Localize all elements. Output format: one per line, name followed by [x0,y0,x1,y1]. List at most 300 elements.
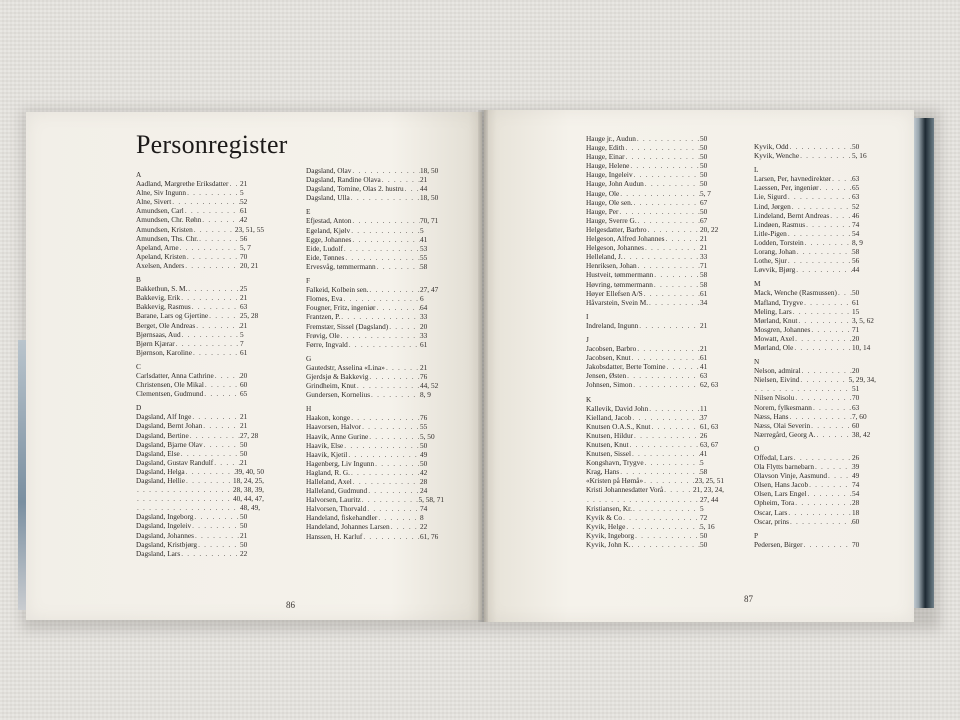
index-entry-pages: 6 [420,294,424,304]
index-entry-pages: 60 [852,516,860,526]
leader-dots [787,256,852,265]
index-entry [136,549,264,558]
index-entry-name: Dagsland, Else [136,448,180,458]
leader-dots [644,243,700,252]
index-entry-pages: 61, 63 [700,421,719,431]
index-entry [586,522,724,531]
leader-dots [633,198,700,207]
index-entry-pages: 60 [852,420,860,430]
leader-dots [643,476,695,485]
leader-dots [201,215,240,224]
index-entry-pages: 20 [240,370,248,380]
index-entry-name: Dagsland, Gustav Randulf [136,457,214,467]
leader-dots [179,243,240,252]
leader-dots [619,189,700,198]
leader-dots [198,234,240,243]
index-entry [586,513,724,522]
index-entry-pages: 5 [700,458,704,468]
leader-dots [791,202,852,211]
index-entry [306,184,444,193]
index-entry [586,431,724,440]
index-entry [754,202,876,211]
index-entry-name: Egeland, Kjølv [306,225,351,235]
index-entry [306,459,444,468]
index-entry [754,174,876,183]
index-entry [306,522,444,531]
leader-dots [368,285,420,294]
index-entry-name: Eide, Tønnes [306,252,345,262]
index-entry [136,412,264,421]
index-entry [754,183,876,192]
leader-dots [647,225,701,234]
index-entry-pages: 8 [420,513,424,523]
index-entry [136,206,264,215]
leader-dots [623,252,700,261]
index-entry-pages: 50 [700,170,708,180]
index-entry [306,363,444,372]
leader-dots [804,238,852,247]
leader-dots [350,468,420,477]
index-entry-name: Kyvik, Helge [586,521,626,531]
book-gutter [478,110,488,622]
index-entry-name: Aadland, Margrethe Eriksdatter [136,179,229,189]
index-entry [306,372,444,381]
index-entry [136,311,264,320]
index-entry-pages: 21 [240,293,248,303]
leader-dots [644,179,700,188]
leader-dots [185,467,235,476]
index-entry-pages: 5 [240,188,244,198]
leader-dots [361,422,420,431]
index-entry-name: Halvorsen, Thorvald [306,504,367,514]
index-entry-name: Ola Flytts barnebarn [754,462,814,472]
index-entry [306,513,444,522]
index-entry [136,431,264,440]
leader-dots [136,494,233,503]
index-entry [586,161,724,170]
leader-dots [793,343,852,352]
leader-dots [629,161,700,170]
leader-dots [377,513,420,522]
leader-dots [788,142,852,151]
leader-dots [632,504,700,513]
index-entry-pages: 61 [700,353,708,363]
index-entry-name: Efjestad, Anton [306,216,352,226]
leader-dots [368,372,420,381]
index-entry-pages: 8, 9 [852,237,863,247]
index-entry-name: Knutsen, Knut [586,440,629,449]
index-entry-pages: 33 [420,330,428,340]
index-entry-pages: 42 [240,215,248,225]
index-entry-name: Hauge, Edith [586,143,625,153]
index-entry [306,294,444,303]
index-entry [754,498,876,507]
index-entry-pages: 63 [240,302,248,312]
index-entry-pages: 65 [240,389,248,399]
index-entry [136,215,264,224]
index-entry-name: Kyvik & Co [586,512,623,522]
index-entry [306,422,444,431]
index-entry [586,207,724,216]
index-entry-pages: 58 [420,261,428,271]
index-entry-name: Amundsen, Ths. Chr. [136,233,199,243]
index-entry-name: Kyvik, Odd [754,142,789,151]
index-entry [306,486,444,495]
index-entry-pages: 58 [700,279,708,289]
index-entry-name: Hauge, Per [586,206,619,216]
index-entry-name: Høvring, tømmermann [586,279,653,289]
index-entry [136,197,264,206]
index-entry-pages: 54 [852,489,860,499]
index-entry-pages: 49 [420,449,428,459]
index-entry-name: Lindeland, Bernt Andreas [754,210,830,220]
index-entry [754,265,876,274]
index-entry [136,252,264,261]
index-entry-pages: 67 [700,215,708,225]
leader-dots [619,467,700,476]
index-entry-name: Hauge jr., Audun [586,134,636,143]
leader-dots [797,316,852,325]
index-entry-name: Dagsland, Bertine [136,430,189,440]
index-entry [136,485,264,494]
leader-dots [356,381,420,390]
index-letter-heading: O [754,443,760,453]
index-entry-pages: 26 [700,430,708,440]
index-entry-pages: 37 [700,412,708,422]
leader-dots [180,293,240,302]
index-entry [586,449,724,458]
leader-dots [664,234,700,243]
index-entry-pages: 58 [852,247,860,257]
index-entry [586,458,724,467]
index-entry-name: Fougner, Fritz, ingeniør [306,303,376,313]
index-entry [586,404,724,413]
index-entry-pages: 28 [420,477,428,486]
index-entry [136,449,264,458]
index-entry-name: Kyvik, Ingeborg [586,530,635,540]
leader-dots [799,151,852,160]
leader-dots [819,183,852,192]
leader-dots [815,430,852,439]
leader-dots [368,432,420,441]
index-entry-pages: 38, 42 [852,429,871,439]
index-entry-name: Dagsland, Ingeborg [136,512,194,522]
index-entry-pages: 76 [420,413,428,423]
index-entry-pages: 50 [852,288,860,298]
index-entry-name: Bakkethun, S. M. [136,284,188,294]
leader-dots [653,280,700,289]
index-entry-name: Bjørn Kjærar [136,338,175,348]
leader-dots [631,540,700,549]
index-letter-heading: J [586,334,589,344]
index-entry [586,362,724,371]
index-entry-pages: 22 [420,522,428,532]
leader-dots [666,362,700,371]
index-entry-pages: 28 [852,498,860,508]
index-entry-pages: 20 [852,333,860,343]
index-entry-name: Henriksen, Johan [586,261,637,271]
index-entry-name: Dagsland, Olav [306,166,352,175]
index-entry-name: Håvarstein, Svein M. [586,297,649,307]
leader-dots [643,289,700,298]
leader-dots [631,353,700,362]
index-entry-pages: 23, 25, 51 [694,476,724,486]
index-letter-heading: M [754,279,761,289]
leader-dots [214,371,240,380]
index-entry-name: Jakobsdatter, Berte Tomine [586,362,666,372]
index-entry-pages: 74 [852,219,860,229]
index-entry-pages: 21 [240,421,248,431]
index-entry [586,413,724,422]
index-entry-name: Fremstær, Sissel (Dagsland) [306,321,389,331]
index-entry [586,467,724,476]
index-entry-name: Dagsland, Bjarne Olav [136,439,203,449]
leader-dots [367,486,420,495]
index-entry-name: Berget, Ole Andreas [136,320,196,330]
index-entry [754,316,876,325]
leader-dots [793,453,852,462]
index-entry-name: Høyer Ellefsen A/S [586,288,643,298]
leader-dots [203,389,240,398]
leader-dots [831,174,852,183]
index-entry-pages: 62, 63 [700,380,719,390]
leader-dots [208,311,240,320]
index-entry [754,421,876,430]
index-letter-heading: C [136,361,141,371]
index-entry-pages: 25 [240,284,248,294]
index-entry [586,270,724,279]
index-entry-name: Næss, Hans [754,411,789,421]
index-entry-pages: 5 [240,329,244,339]
leader-dots [814,462,852,471]
leader-dots [171,197,240,206]
index-entry-name: Hauge, Ole [586,188,620,198]
index-entry-pages: 48, 49, [240,503,261,513]
index-entry-name: Opheim, Tora [754,498,795,508]
leader-dots [794,334,852,343]
index-entry [586,495,724,504]
index-entry [136,225,264,234]
index-entry-pages: 20, 22 [700,224,719,234]
index-column-4 [754,142,876,549]
leader-dots [350,193,420,202]
index-letter-heading: D [136,403,142,413]
index-entry-pages: 33 [700,252,708,262]
leader-dots [344,253,420,262]
leader-dots [792,307,852,316]
leader-dots [186,188,240,197]
index-entry-name: Flomes, Eva [306,294,343,304]
index-entry-pages: 51 [852,384,860,394]
index-entry [754,334,876,343]
index-entry [754,192,876,201]
index-entry-pages: 50 [700,161,708,171]
index-entry-name: Hagland, R. G. [306,467,350,477]
leader-dots [648,404,700,413]
index-entry-pages: 7 [240,338,244,348]
index-entry [306,303,444,312]
index-entry [586,170,724,179]
index-entry [586,189,724,198]
index-entry-name: Helgeson, Johannes [586,243,644,253]
leader-dots [351,216,420,225]
index-entry-name: Næss, Olai Severin [754,420,811,430]
leader-dots [385,363,420,372]
index-entry-name: Dagsland, Tomine, Olas 2. hustru [306,184,404,194]
index-entry [306,532,444,541]
index-entry-name: Mørland, Knut [754,315,798,325]
index-entry [754,517,876,526]
index-entry-pages: 15 [852,306,860,316]
leader-dots [181,330,240,339]
index-entry-pages: 41 [420,234,428,244]
index-entry-name: Lindøen, Rasmus [754,219,806,229]
leader-dots [803,298,852,307]
index-entry-pages: 18, 24, 25, [232,476,264,485]
leader-dots [185,476,233,485]
leader-dots [350,413,420,422]
index-entry [136,540,264,549]
index-entry [136,371,264,380]
leader-dots [228,179,240,188]
leader-dots [810,325,852,334]
index-entry [306,216,444,225]
leader-dots [191,302,240,311]
index-entry-pages: 5, 58, 71 [418,495,444,505]
index-entry [586,243,724,252]
index-entry-pages: 50 [240,521,248,531]
leader-dots [343,244,420,253]
index-entry [306,226,444,235]
index-entry [754,220,876,229]
index-entry-name: Alne, Sivert [136,197,172,207]
leader-dots [180,549,240,558]
index-entry-name: Mack, Wenche (Rasmussen) [754,288,837,298]
index-entry-pages: 50 [240,539,248,549]
index-entry-name: Hustveit, tømmermann [586,270,654,280]
leader-dots [194,531,240,540]
leader-dots [803,540,853,549]
index-entry-pages: 52 [240,197,248,207]
index-entry-name: Dagsland, Randine Olava [306,175,381,185]
index-entry-pages: 21 [700,234,708,244]
leader-dots [631,449,700,458]
index-entry [754,462,876,471]
index-entry-name: Hauge, Sverre G. [586,215,637,225]
leader-dots [361,495,419,504]
index-entry-pages: 8, 9 [420,390,431,400]
leader-dots [175,339,240,348]
index-entry-name: Mørland, Ole [754,342,794,352]
index-entry [754,480,876,489]
leader-dots [622,513,700,522]
leader-dots [810,421,852,430]
leader-dots [180,449,240,458]
index-entry-name: Knutsen O.A.S., Knut [586,421,651,431]
index-entry [136,293,264,302]
index-entry-name: Olsen, Lars Engel [754,489,807,499]
index-entry [136,531,264,540]
index-entry-name: Knutsen, Sissel [586,449,631,459]
leader-dots [648,298,700,307]
index-entry-pages: 5 [700,503,704,513]
index-entry-name: Helgesdatter, Barbro [586,224,647,234]
index-entry-pages: 64 [420,303,428,313]
leader-dots [633,431,700,440]
index-entry-name: Nelson, admiral [754,366,801,376]
index-entry-name: Dagsland, Helga [136,466,185,476]
leader-dots [808,480,852,489]
index-entry-name: Haavik, Kjetil [306,449,348,459]
index-entry-pages: 26 [852,453,860,462]
leader-dots [351,235,420,244]
leader-dots [795,265,852,274]
index-entry [306,381,444,390]
leader-dots [197,540,240,549]
index-entry-name: Krag, Hans [586,467,620,477]
index-entry-name: Hauge, John Audun [586,179,644,189]
page-number-right: 87 [744,594,753,604]
index-entry [136,330,264,339]
index-entry [136,339,264,348]
index-entry [586,198,724,207]
index-entry-pages: 65 [852,183,860,193]
index-entry-name: Offedal, Lars [754,453,793,462]
index-entry-name: Kristiansen, Kr. [586,503,633,513]
leader-dots [618,207,700,216]
index-entry-pages: 50 [420,458,428,468]
leader-dots [650,422,700,431]
leader-dots [638,321,700,330]
leader-dots [343,441,420,450]
index-entry-name: Frøvig, Ole [306,330,340,340]
index-entry-name: Lorang, Johan [754,247,796,257]
leader-dots [626,371,700,380]
index-entry-name: Gundersen, Kornelius [306,390,371,400]
index-entry-pages: 50 [852,142,860,151]
index-entry [306,322,444,331]
index-entry [306,285,444,294]
index-entry [136,458,264,467]
leader-dots [340,312,420,321]
index-entry-pages: 44 [420,184,428,194]
leader-dots [796,247,852,256]
index-entry [136,179,264,188]
index-entry [306,450,444,459]
index-entry-name: Frantzen, P. [306,312,341,322]
index-letter-heading: E [306,207,311,217]
index-entry-name: Dagsland, Kristbjørg [136,539,198,549]
index-entry [586,353,724,362]
index-entry-pages: 5, 29, 34, [848,375,876,385]
index-entry-pages: 33 [420,312,428,322]
index-entry-name: Dagsland, Bernt Johan [136,421,203,431]
index-entry [586,344,724,353]
index-entry-name: Pedersen, Birger [754,539,803,549]
index-entry-name: Haavik, Anne Gurine [306,431,369,441]
book-cover-edge [912,118,934,608]
index-entry-pages: 50 [240,439,248,449]
index-entry-name: Oscar, prins [754,516,789,526]
index-entry [586,234,724,243]
index-entry-name: Haavik, Else [306,440,344,450]
index-entry [754,343,876,352]
index-entry-pages: 41 [700,362,708,372]
index-entry-pages: 34 [700,297,708,307]
index-entry [136,512,264,521]
leader-dots [625,152,701,161]
index-entry [586,371,724,380]
